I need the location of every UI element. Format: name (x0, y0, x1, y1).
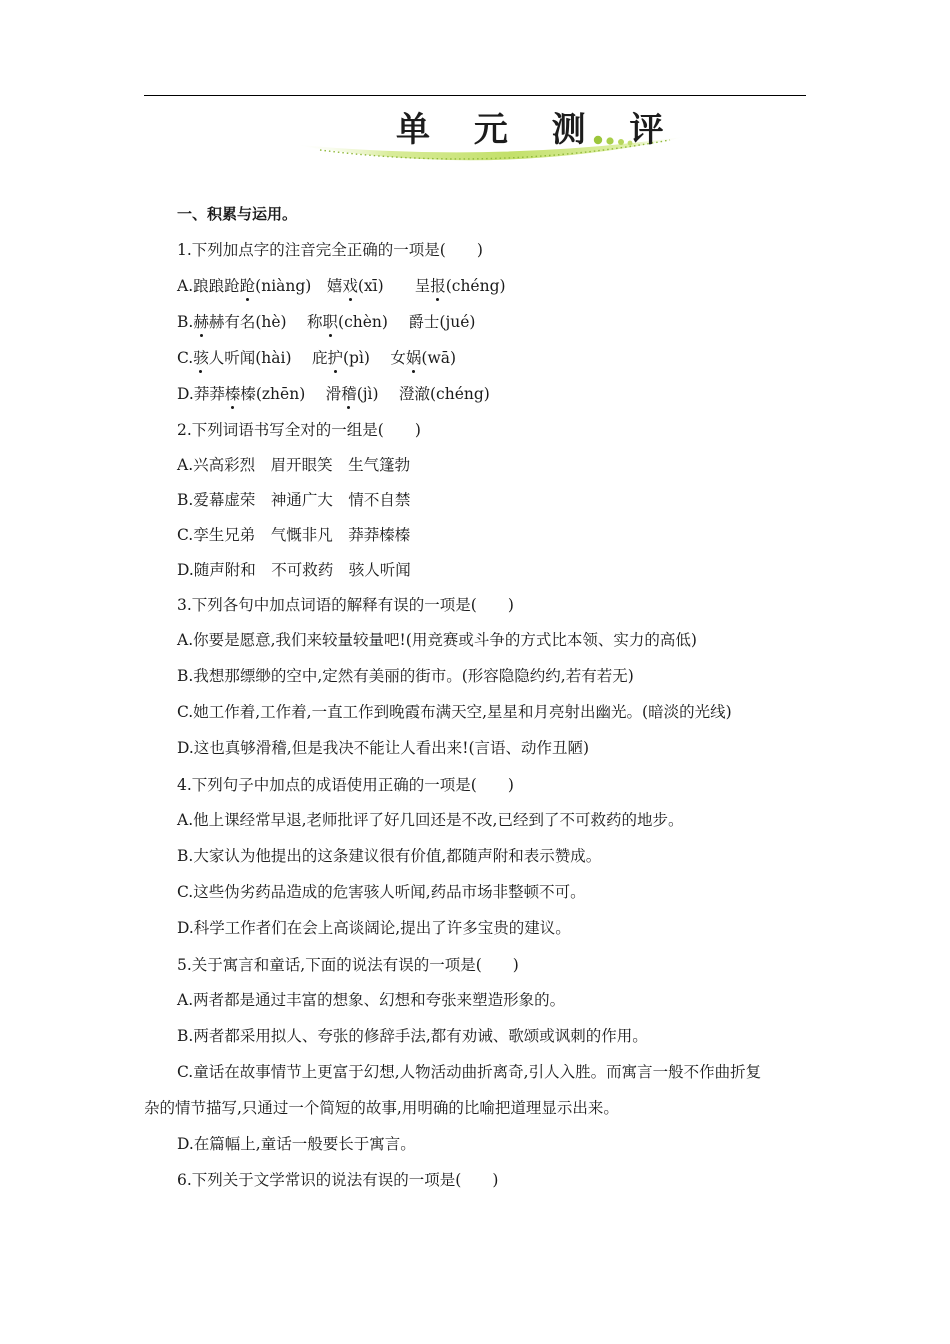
question-1-option-d: D.莽莽榛榛(zhēn) 滑稽(jì) 澄澈(chéng) (177, 382, 490, 406)
question-1-option-a: A.踉踉跄跄(niàng) 嬉戏(xī) 呈报(chéng) (177, 274, 506, 298)
question-4-option-b: B.大家认为他提出的这条建议很有价值,都随声附和表示赞成。 (177, 847, 602, 865)
question-2-option-b: B.爱幕虚荣 神通广大 情不自禁 (177, 491, 411, 509)
section-heading: 一、积累与运用。 (177, 205, 298, 223)
question-1-option-c: C.骇人听闻(hài) 庇护(pì) 女娲(wā) (177, 346, 456, 370)
question-4-option-c: C.这些伪劣药品造成的危害骇人听闻,药品市场非整顿不可。 (177, 883, 586, 901)
question-5-option-b: B.两者都采用拟人、夸张的修辞手法,都有劝诫、歌颂或讽刺的作用。 (177, 1027, 648, 1045)
question-5-stem: 5.关于寓言和童话,下面的说法有误的一项是( ) (177, 956, 519, 974)
question-3-option-b: B.我想那缥缈的空中,定然有美丽的街市。(形容隐隐约约,若有若无) (177, 667, 634, 685)
question-3-stem: 3.下列各句中加点词语的解释有误的一项是( ) (177, 596, 514, 614)
page-title: 单 元 测 评 (396, 110, 680, 150)
question-2-stem: 2.下列词语书写全对的一组是( ) (177, 421, 421, 439)
question-3-option-d: D.这也真够滑稽,但是我决不能让人看出来!(言语、动作丑陋) (177, 739, 590, 757)
question-5-option-d: D.在篇幅上,童话一般要长于寓言。 (177, 1135, 416, 1153)
question-3-option-a: A.你要是愿意,我们来较量较量吧!(用竞赛或斗争的方式比本领、实力的高低) (177, 631, 697, 649)
question-1-stem: 1.下列加点字的注音完全正确的一项是( ) (177, 241, 483, 259)
question-4-stem: 4.下列句子中加点的成语使用正确的一项是( ) (177, 776, 514, 794)
question-5-option-c: C.童话在故事情节上更富于幻想,人物活动曲折离奇,引人入胜。而寓言一般不作曲折复 (177, 1063, 762, 1081)
question-3-option-c: C.她工作着,工作着,一直工作到晚霞布满天空,星星和月亮射出幽光。(暗淡的光线) (177, 703, 732, 721)
question-1-option-b: B.赫赫有名(hè) 称职(chèn) 爵士(jué) (177, 310, 475, 334)
question-2-option-d: D.随声附和 不可救药 骇人听闻 (177, 561, 411, 579)
header-rule (144, 95, 806, 96)
question-4-option-d: D.科学工作者们在会上高谈阔论,提出了许多宝贵的建议。 (177, 919, 571, 937)
question-4-option-a: A.他上课经常早退,老师批评了好几回还是不改,已经到了不可救药的地步。 (177, 811, 684, 829)
question-2-option-a: A.兴高彩烈 眉开眼笑 生气篷勃 (177, 456, 411, 474)
question-2-option-c: C.孪生兄弟 气慨非凡 莽莽榛榛 (177, 526, 411, 544)
question-5-option-a: A.两者都是通过丰富的想象、幻想和夸张来塑造形象的。 (177, 991, 566, 1009)
question-5-option-c-continued: 杂的情节描写,只通过一个简短的故事,用明确的比喻把道理显示出来。 (144, 1099, 619, 1117)
question-6-stem: 6.下列关于文学常识的说法有误的一项是( ) (177, 1171, 499, 1189)
